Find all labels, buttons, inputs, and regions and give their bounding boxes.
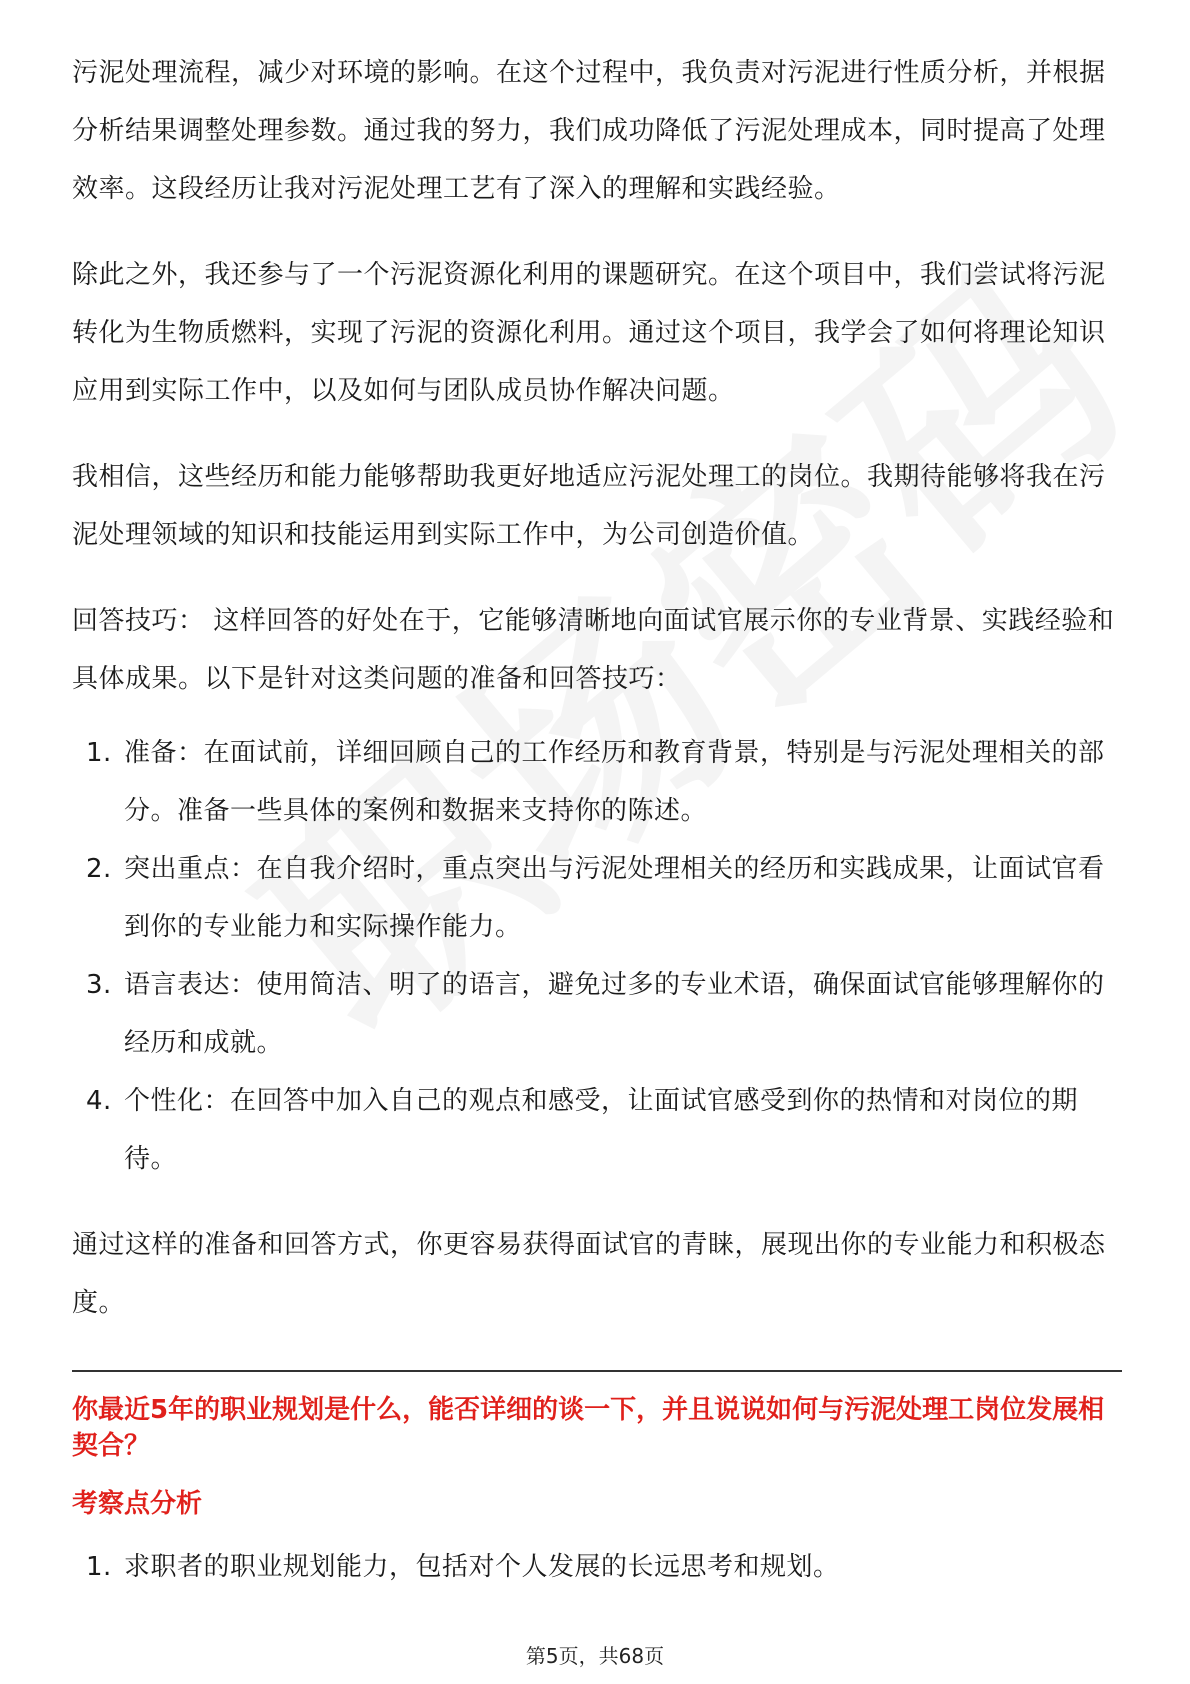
list-item [72,1538,1122,1596]
paragraph-answer-tips: 回答技巧： 这样回答的好处在于，它能够清晰地向面试官展示你的专业背景、实践经验和具体成果。以下是针对这类问题的准备和回答技巧： [72,606,1115,694]
list-number: 3. [86,970,112,1000]
page-footer: 第5页，共68页 [525,1644,665,1668]
question-heading: 你最近5年的职业规划是什么，能否详细的谈一下，并且说说如何与污泥处理工岗位发展相契合？ [72,1395,1105,1461]
list-text: 个性化：在回答中加入自己的观点和感受，让面试官感受到你的热情和对岗位的期待。 [124,1086,1079,1174]
list-item [72,840,1122,956]
paragraph-research: 除此之外，我还参与了一个污泥资源化利用的课题研究。在这个项目中，我们尝试将污泥转化为生物质燃料，实现了污泥的资源化利用。通过这个项目，我学会了如何将理论知识应用到实际工作中，以及如何与团队成员协作解决问题。 [72,260,1106,406]
list-number: 1. [86,1552,112,1582]
list-text: 求职者的职业规划能力，包括对个人发展的长远思考和规划。 [124,1552,840,1582]
analysis-heading: 考察点分析 [72,1489,203,1519]
tips-list [72,724,1122,1188]
list-item [72,1072,1122,1188]
list-number: 2. [86,854,112,884]
paragraph-conclusion: 我相信，这些经历和能力能够帮助我更好地适应污泥处理工的岗位。我期待能够将我在污泥处理领域的知识和技能运用到实际工作中，为公司创造价值。 [72,462,1106,550]
list-number: 4. [86,1086,112,1116]
list-text: 语言表达：使用简洁、明了的语言，避免过多的专业术语，确保面试官能够理解你的经历和成就。 [124,970,1105,1058]
list-text: 准备：在面试前，详细回顾自己的工作经历和教育背景，特别是与污泥处理相关的部分。准备一些具体的案例和数据来支持你的陈述。 [124,738,1105,826]
list-number: 1. [86,738,112,768]
analysis-list [72,1538,1122,1596]
paragraph-closing: 通过这样的准备和回答方式，你更容易获得面试官的青睐，展现出你的专业能力和积极态度。 [72,1230,1106,1318]
page-content [72,44,1122,1596]
list-item [72,956,1122,1072]
list-text: 突出重点：在自我介绍时，重点突出与污泥处理相关的经历和实践成果，让面试官看到你的专业能力和实际操作能力。 [124,854,1105,942]
section-divider [72,1370,1122,1372]
paragraph-experience: 污泥处理流程，减少对环境的影响。在这个过程中，我负责对污泥进行性质分析，并根据分析结果调整处理参数。通过我的努力，我们成功降低了污泥处理成本，同时提高了处理效率。这段经历让我对污泥处理工艺有了深入的理解和实践经验。 [72,58,1106,204]
list-item [72,724,1122,840]
